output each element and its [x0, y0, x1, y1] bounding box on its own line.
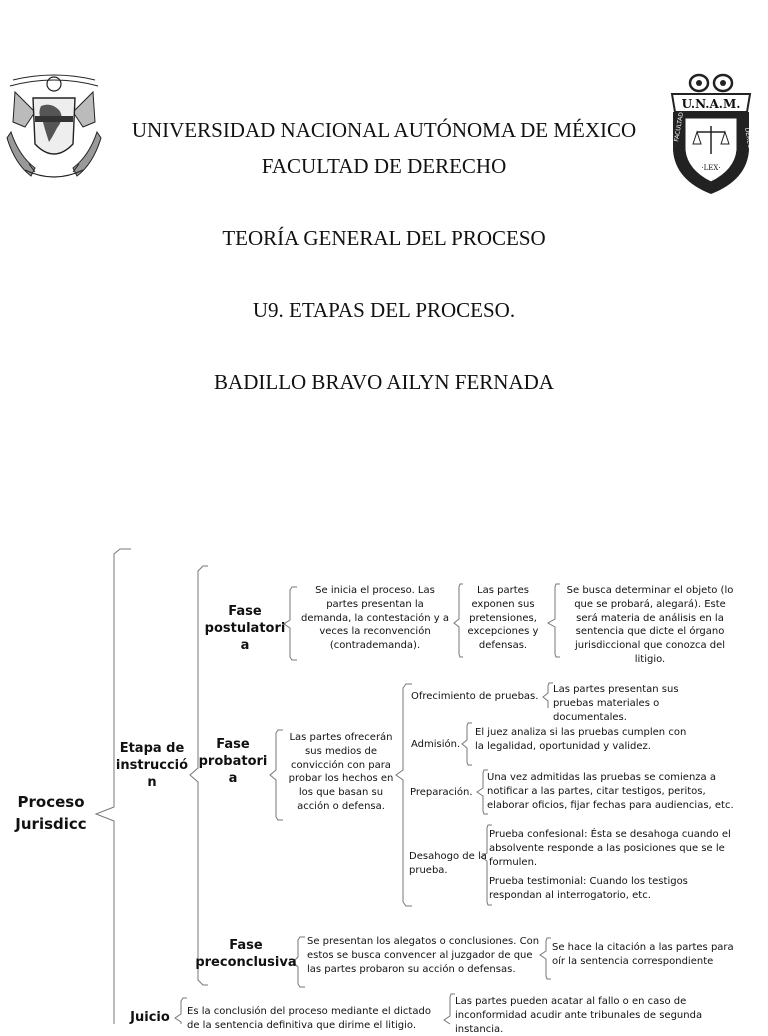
prueba-testimonial-text: Prueba testimonial: Cuando los testigos respondan al interrogatorio, etc. — [489, 876, 688, 901]
juicio-fallo-text: Las partes pueden acatar al fallo o en caso de inconformidad acudir ante tribunales de segunda instancia. — [455, 996, 703, 1035]
proceso-jurisdiccional-label: Proceso Jurisdicc — [15, 793, 87, 833]
fase-probatoria-label: Fase probatori a — [198, 737, 268, 786]
prueba-confesional-text: Prueba confesional: Ésta se desahoga cuando el absolvente responde a las posiciones que se le formulen. — [489, 829, 731, 868]
fase-postulatoria-label: Fase postulatori a — [204, 604, 286, 653]
preconclusiva-citacion-text: Se hace la citación a las partes para oír la sentencia correspondiente — [552, 942, 734, 967]
desahogo-label: Desahogo de la prueba. — [409, 851, 487, 876]
unit-title: U9. ETAPAS DEL PROCESO. — [252, 298, 516, 322]
admision-description: El juez analiza si las pruebas cumplen con la legalidad, oportunidad y validez. — [475, 727, 687, 752]
ofrecimiento-label: Ofrecimiento de pruebas. — [411, 691, 539, 702]
admision-label: Admisión. — [411, 739, 461, 750]
preconclusiva-description: Se presentan los alegatos o conclusiones. Con estos se busca convencer al juzgador de que las partes probaron su acción o defensas. — [307, 936, 540, 975]
postulatoria-exponen-text: Las partes exponen sus pretensiones, excepciones y defensas. — [467, 585, 539, 652]
student-name: BADILLO BRAVO AILYN FERNADA — [214, 370, 554, 394]
university-name: UNIVERSIDAD NACIONAL AUTÓNOMA DE MÉXICO — [131, 118, 637, 142]
probatoria-description: Las partes ofrecerán sus medios de convicción con para probar los hechos en los que basan su acción o defensa. — [288, 732, 394, 812]
postulatoria-objeto-text: Se busca determinar el objeto (lo que se probará, alegará). Este será materia de análisis en la sentencia que dicte el órgano jurisdiccional que conozca del litigio. — [566, 585, 734, 665]
fase-preconclusiva-label: Fase preconclusiva — [195, 938, 297, 970]
postulatoria-description: Se inicia el proceso. Las partes presentan la demanda, la contestación y a veces la reconvención (contrademanda). — [300, 585, 450, 652]
svg-text:DERECHO: DERECHO — [743, 127, 756, 158]
ofrecimiento-description: Las partes presentan sus pruebas materiales o documentales. — [553, 684, 679, 723]
svg-text:U.N.A.M.: U.N.A.M. — [681, 97, 741, 111]
preparacion-description: Una vez admitidas las pruebas se comienza a notificar a las partes, citar testigos, peritos, elaborar oficios, fijar fechas para audiencias, etc. — [487, 772, 734, 811]
juicio-description: Es la conclusión del proceso mediante el dictado de la sentencia definitiva que dirime el litigio. — [187, 1006, 431, 1031]
faculty-name: FACULTAD DE DERECHO — [261, 154, 507, 178]
preparacion-label: Preparación. — [410, 787, 473, 798]
juicio-label: Juicio — [130, 1010, 170, 1025]
svg-text:FACULTAD: FACULTAD — [673, 111, 686, 143]
course-name: TEORÍA GENERAL DEL PROCESO — [222, 226, 546, 250]
etapa-instruccion-label: Etapa de instrucció n — [115, 741, 189, 790]
svg-text:·LEX·: ·LEX· — [701, 164, 721, 172]
